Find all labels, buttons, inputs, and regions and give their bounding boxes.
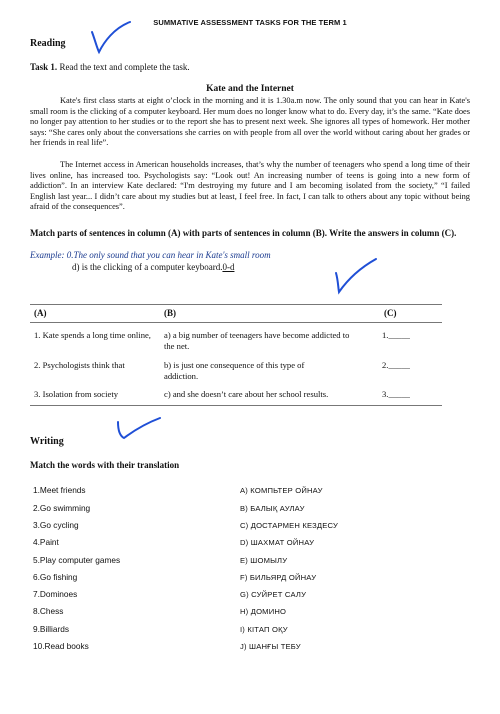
word-item: 6.Go fishing (33, 572, 78, 582)
row3-part-b: c) and she doesn’t care about her school results. (164, 389, 329, 399)
table-rule-top (30, 304, 442, 305)
word-item: 2.Go swimming (33, 503, 91, 513)
example-sentence-end: d) is the clicking of a computer keyboard. (72, 262, 223, 272)
document-title: SUMMATIVE ASSESSMENT TASKS FOR THE TERM 1 (153, 18, 347, 27)
example-line-1 (30, 250, 271, 261)
row1-answer-blank[interactable]: 1._____ (382, 330, 410, 340)
example-sentence-start: 0.The only sound that you can hear in Kate's small room (64, 250, 271, 260)
task1-instruction (30, 62, 190, 72)
row1-part-a: 1. Kate spends a long time online, (34, 330, 151, 340)
word-item: 8.Chess (33, 606, 64, 616)
table-rule-header (30, 322, 442, 323)
column-header-c: (C) (384, 308, 397, 318)
task1-label: Task 1. (30, 62, 58, 72)
translation-item: G) СУЙРЕТ САЛУ (240, 590, 307, 599)
column-header-b: (B) (164, 308, 176, 318)
translation-item: J) ШАНҒЫ ТЕБУ (240, 642, 301, 651)
word-item: 10.Read books (33, 641, 89, 651)
word-item: 5.Play computer games (33, 555, 121, 565)
table-rule-bottom (30, 405, 442, 406)
handwritten-checkmark-icon (110, 404, 164, 444)
translation-item: E) ШОМЫЛУ (240, 556, 288, 565)
word-item: 4.Paint (33, 537, 59, 547)
word-item: 9.Billiards (33, 624, 69, 634)
translation-item: D) ШАХМАТ ОЙНАУ (240, 538, 315, 547)
row3-answer-blank[interactable]: 3._____ (382, 389, 410, 399)
column-header-a: (A) (34, 308, 47, 318)
handwritten-checkmark-icon (330, 255, 380, 297)
writing-instruction: Match the words with their translation (30, 460, 180, 470)
translation-item: C) ДОСТАРМЕН КЕЗДЕСУ (240, 521, 338, 530)
translation-item: I) КІТАП ОҚУ (240, 625, 288, 634)
translation-item: A) КОМПЬТЕР ОЙНАУ (240, 486, 323, 495)
story-paragraph-2: The Internet access in American households increases, that’s why the number of teenagers who spend a long time of their lives online, has increased too. Psychologists say: “Look out! An increasing number of teens is going into a new form of addiction”. In an interview Kate declared: “I'm destroying my future and I am becoming isolated from the society,” “I failed English last year... I didn’t care about my studies but at least, I feel free. In fact, I can talk to others about any topic without being afraid of the consequences”. (30, 160, 470, 212)
word-item: 7.Dominoes (33, 589, 78, 599)
section-heading-reading: Reading (30, 38, 66, 49)
handwritten-checkmark-icon (86, 18, 136, 58)
example-label: Example: (30, 250, 65, 260)
translation-item: F) БИЛЬЯРД ОЙНАУ (240, 573, 317, 582)
row2-part-b: b) is just one consequence of this type of addiction. (164, 360, 305, 381)
translation-item: H) ДОМИНО (240, 607, 287, 616)
section-heading-writing: Writing (30, 436, 64, 447)
row2-part-a: 2. Psychologists think that (34, 360, 125, 370)
row3-part-a: 3. Isolation from society (34, 389, 119, 399)
row2-answer-blank[interactable]: 2._____ (382, 360, 410, 370)
word-item: 1.Meet friends (33, 485, 86, 495)
example-answer: 0-d (222, 262, 235, 272)
matching-instruction: Match parts of sentences in column (A) with parts of sentences in column (B). Write the answers in column (C). (30, 228, 457, 238)
example-line-2 (72, 262, 234, 272)
translation-item: B) БАЛЫҚ АУЛАУ (240, 504, 305, 513)
row1-part-b: a) a big number of teenagers have become addicted to the net. (164, 330, 350, 351)
story-title: Kate and the Internet (206, 84, 294, 94)
story-paragraph-1: Kate's first class starts at eight o’clock in the morning and it is 1.30a.m now. The only sound that you can hear in Kate's small room is the clicking of a computer keyboard. Her mum does no longer know what to do. Every day, it’s the same. “Kate does no longer pay attention to her studies or to the report she has to present next week. She ignores all types of homework. Her mother says: “She cares only about the conversations she carries on with people from all over the world without caring about her grades or her friends in real life”. (30, 96, 470, 148)
task1-text: Read the text and complete the task. (57, 62, 190, 72)
word-item: 3.Go cycling (33, 520, 79, 530)
